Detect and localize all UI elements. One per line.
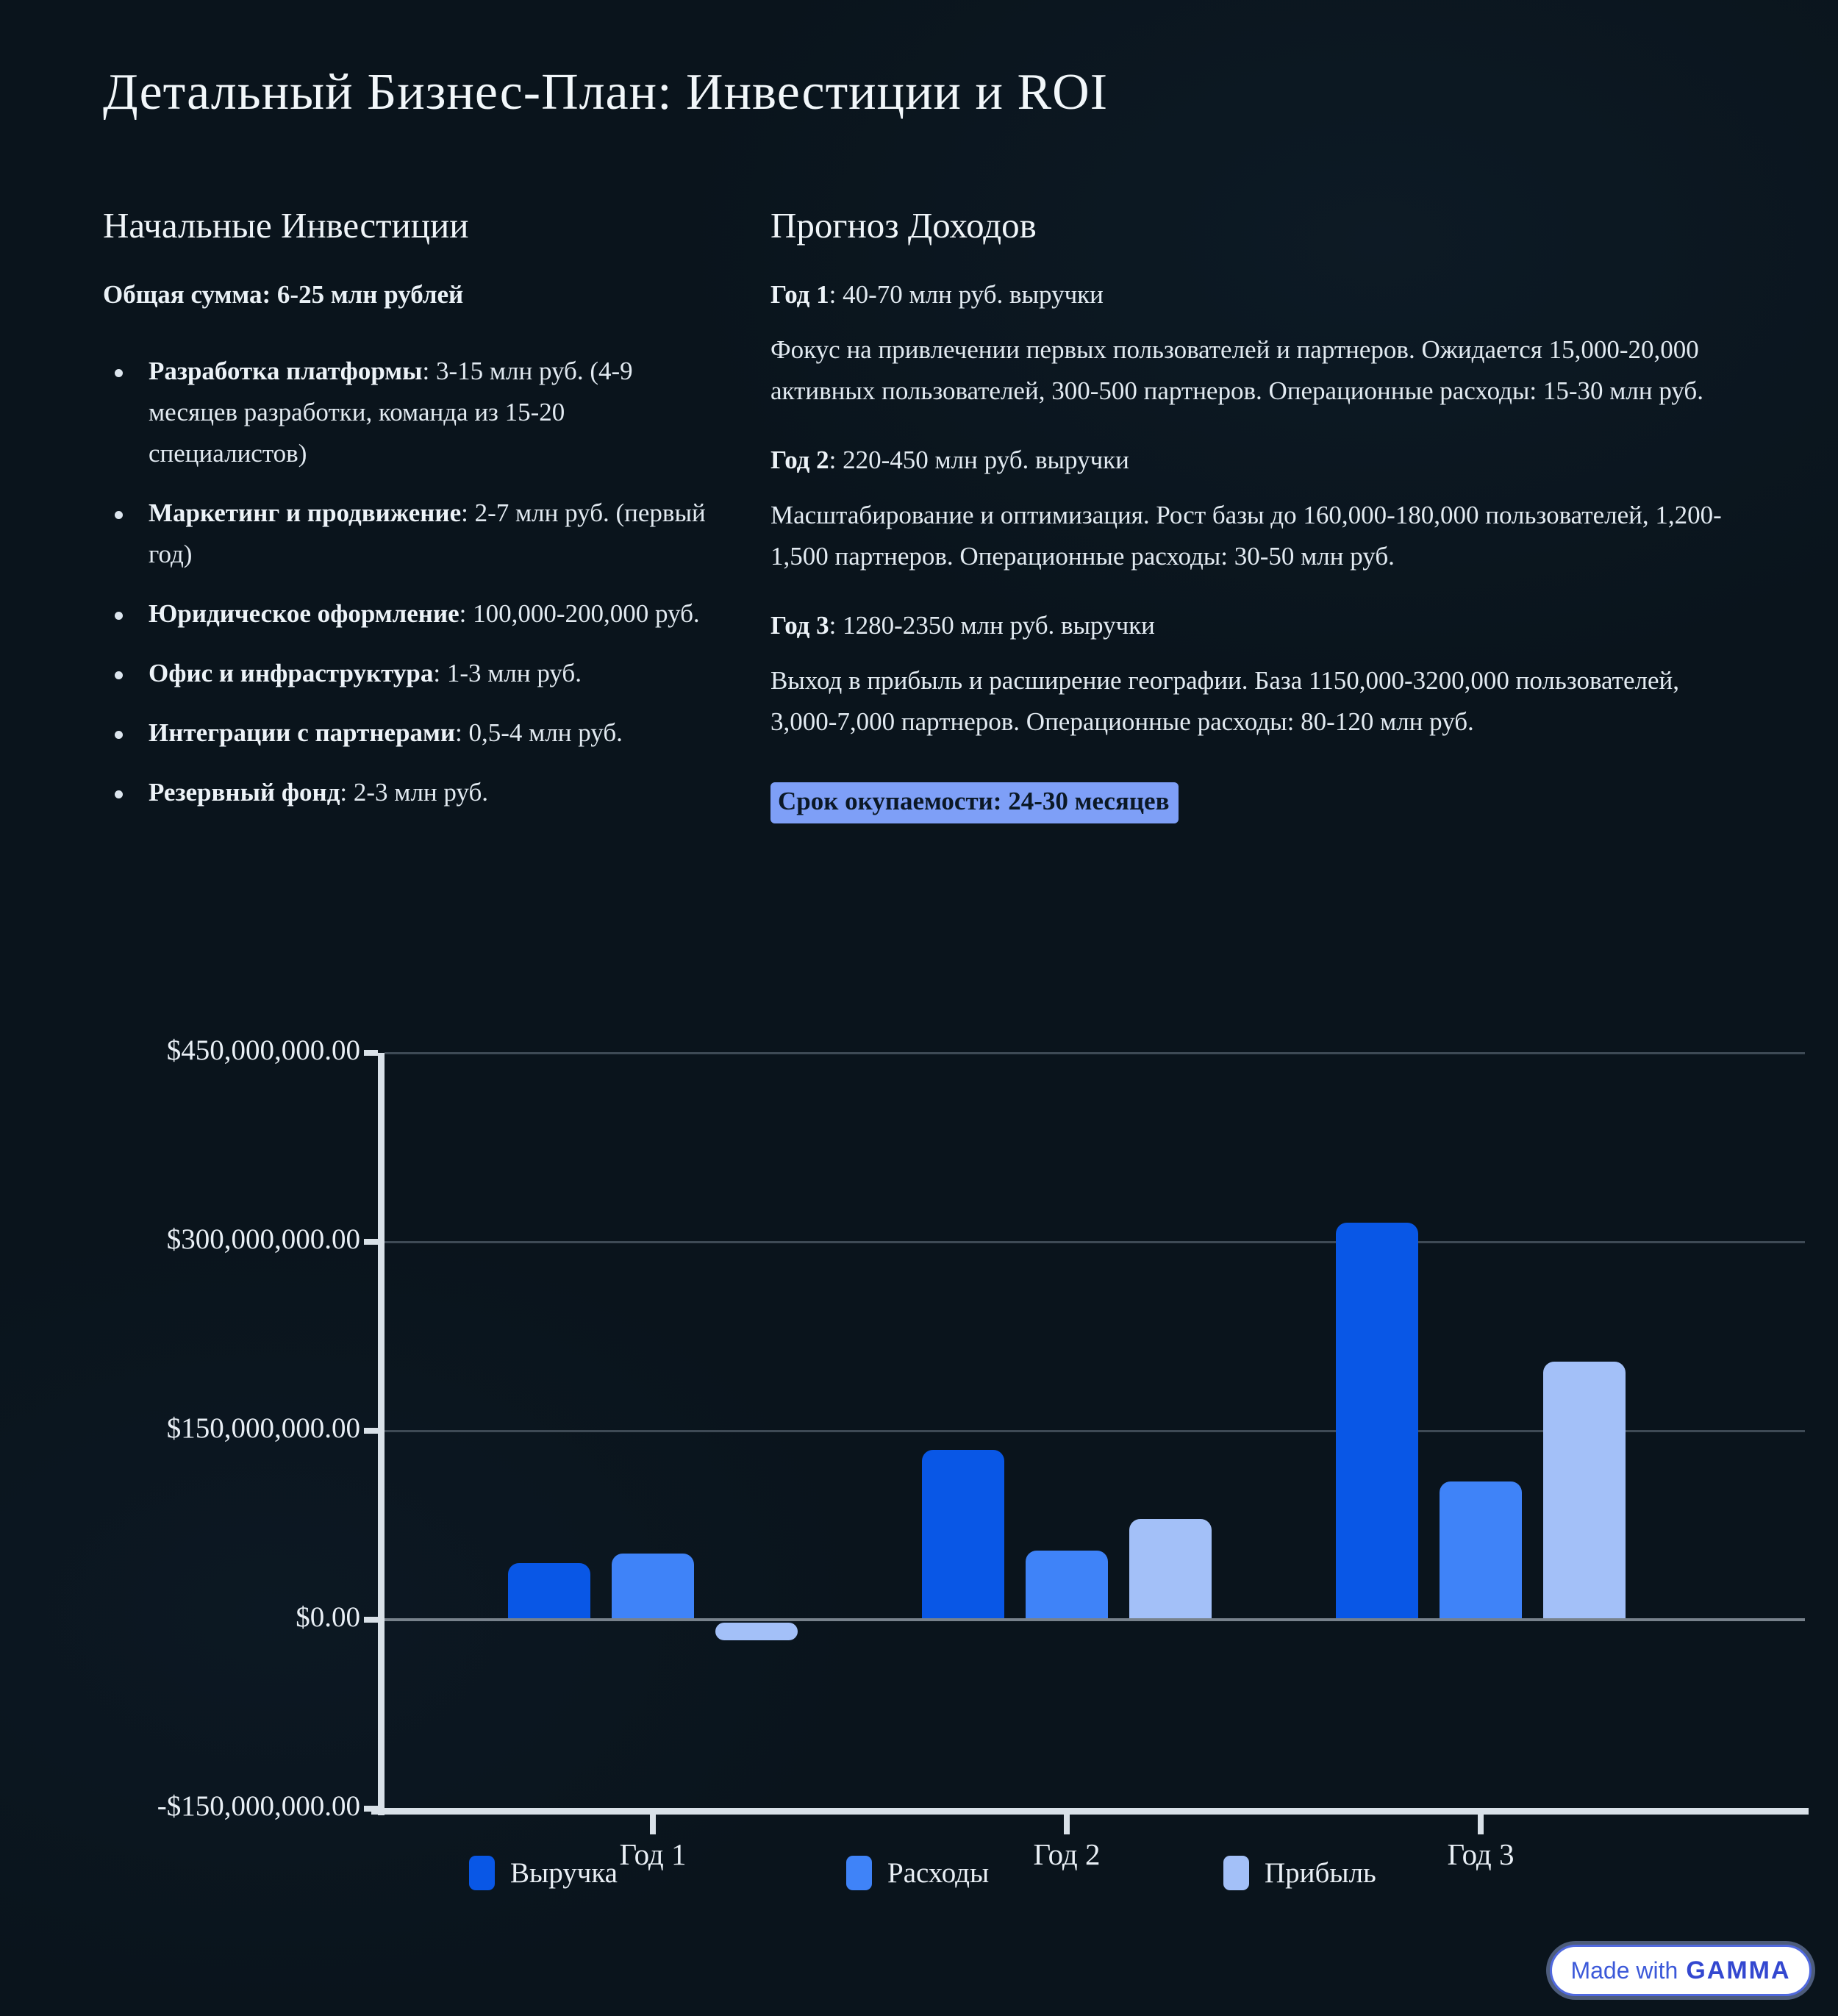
bar-прибыль-2 <box>1129 1519 1212 1621</box>
forecast-section <box>770 204 1741 832</box>
forecast-year-line: Год 2: 220-450 млн руб. выручки <box>770 446 1129 474</box>
legend-label: Расходы <box>887 1857 990 1889</box>
y-axis-label: $450,000,000.00 <box>166 1034 360 1066</box>
investment-item <box>103 351 718 474</box>
badge-prefix: Made with <box>1570 1956 1678 1984</box>
x-axis-tick <box>1064 1815 1070 1834</box>
bar-выручка-3 <box>1336 1223 1418 1621</box>
bar-выручка-1 <box>508 1563 590 1621</box>
made-with-gamma-badge[interactable] <box>1550 1945 1812 1996</box>
bar-расходы-2 <box>1026 1551 1108 1621</box>
investments-heading: Начальные Инвестиции <box>103 205 469 246</box>
y-axis-tick <box>364 1428 378 1434</box>
gamma-logo: GAMMA <box>1686 1956 1791 1984</box>
forecast-year-paragraph: Масштабирование и оптимизация. Рост базы до 160,000-180,000 пользователей, 1,200-1,500 партнеров. Операционные расходы: 30-50 млн руб. <box>770 501 1722 571</box>
gridline <box>385 1241 1805 1243</box>
investment-item-label: Интеграции с партнерами <box>149 718 456 747</box>
payback-highlight: Срок окупаемости: 24-30 месяцев <box>770 782 1179 823</box>
investment-item-label: Резервный фонд <box>149 778 340 807</box>
legend-swatch-расходы <box>846 1856 872 1890</box>
bar-прибыль-1 <box>715 1623 798 1640</box>
legend-label: Прибыль <box>1265 1857 1376 1889</box>
legend-swatch-прибыль <box>1223 1856 1249 1890</box>
investment-item-text: : 1-3 млн руб. <box>433 659 582 687</box>
y-axis-tick <box>364 1617 378 1623</box>
y-axis-label: $150,000,000.00 <box>166 1412 360 1444</box>
investment-item-text: : 2-3 млн руб. <box>340 778 489 807</box>
forecast-heading: Прогноз Доходов <box>770 205 1037 246</box>
forecast-year-label: Год 3 <box>770 611 829 640</box>
investment-item-label: Юридическое оформление <box>149 599 460 628</box>
investment-item-text: : 0,5-4 млн руб. <box>455 718 623 747</box>
forecast-year-label: Год 1 <box>770 280 829 309</box>
investment-item-label: Маркетинг и продвижение <box>149 498 462 527</box>
investment-item <box>103 653 718 694</box>
y-axis-line <box>378 1053 385 1815</box>
payback-line <box>770 782 1741 823</box>
investment-item <box>103 712 718 754</box>
content-columns <box>103 204 1741 832</box>
investment-item-label: Офис и инфраструктура <box>149 659 434 687</box>
y-axis-label: $0.00 <box>296 1601 360 1633</box>
x-axis-tick <box>1478 1815 1484 1834</box>
y-axis-tick <box>364 1050 378 1056</box>
forecast-year-paragraph: Фокус на привлечении первых пользователей и партнеров. Ожидается 15,000-20,000 активных пользователей, 300-500 партнеров. Операционные расходы: 15-30 млн руб. <box>770 335 1703 405</box>
investment-item <box>103 593 718 635</box>
investment-item-text: : 2-7 млн руб. (первый год) <box>149 498 706 568</box>
investment-item-text: : 100,000-200,000 руб. <box>459 599 700 628</box>
x-axis-line <box>371 1808 1809 1815</box>
investments-section <box>103 204 748 832</box>
bar-прибыль-3 <box>1543 1362 1626 1621</box>
investment-item-text: : 3-15 млн руб. (4-9 месяцев разработки, команда из 15-20 специалистов) <box>149 357 633 468</box>
y-axis-tick <box>364 1239 378 1245</box>
bar-расходы-1 <box>612 1554 694 1621</box>
forecast-year-line: Год 1: 40-70 млн руб. выручки <box>770 280 1104 309</box>
legend-swatch-выручка <box>469 1856 495 1890</box>
y-axis-tick <box>364 1806 378 1812</box>
x-axis-label: Год 2 <box>1033 1837 1101 1871</box>
x-axis-label: Год 3 <box>1447 1837 1515 1871</box>
investments-total: Общая сумма: 6-25 млн рублей <box>103 280 464 309</box>
gridline <box>385 1052 1805 1054</box>
investment-item <box>103 493 718 575</box>
bar-расходы-3 <box>1440 1481 1522 1621</box>
investment-item-label: Разработка платформы <box>149 357 423 385</box>
legend-label: Выручка <box>510 1857 618 1889</box>
forecast-year-paragraph: Выход в прибыль и расширение географии. База 1150,000-3200,000 пользователей, 3,000-7,000 партнеров. Операционные расходы: 80-120 млн руб. <box>770 666 1679 736</box>
y-axis-label: -$150,000,000.00 <box>157 1790 360 1822</box>
page-title: Детальный Бизнес-План: Инвестиции и ROI <box>103 64 1109 121</box>
forecast-blocks <box>770 280 1741 743</box>
investments-list <box>103 351 718 813</box>
x-axis-tick <box>650 1815 656 1834</box>
zero-gridline <box>385 1618 1805 1621</box>
y-axis-label: $300,000,000.00 <box>166 1223 360 1255</box>
forecast-year-label: Год 2 <box>770 446 829 474</box>
forecast-year-line: Год 3: 1280-2350 млн руб. выручки <box>770 611 1155 640</box>
investment-item <box>103 772 718 813</box>
bar-выручка-2 <box>922 1450 1004 1621</box>
x-axis-label: Год 1 <box>619 1837 687 1871</box>
